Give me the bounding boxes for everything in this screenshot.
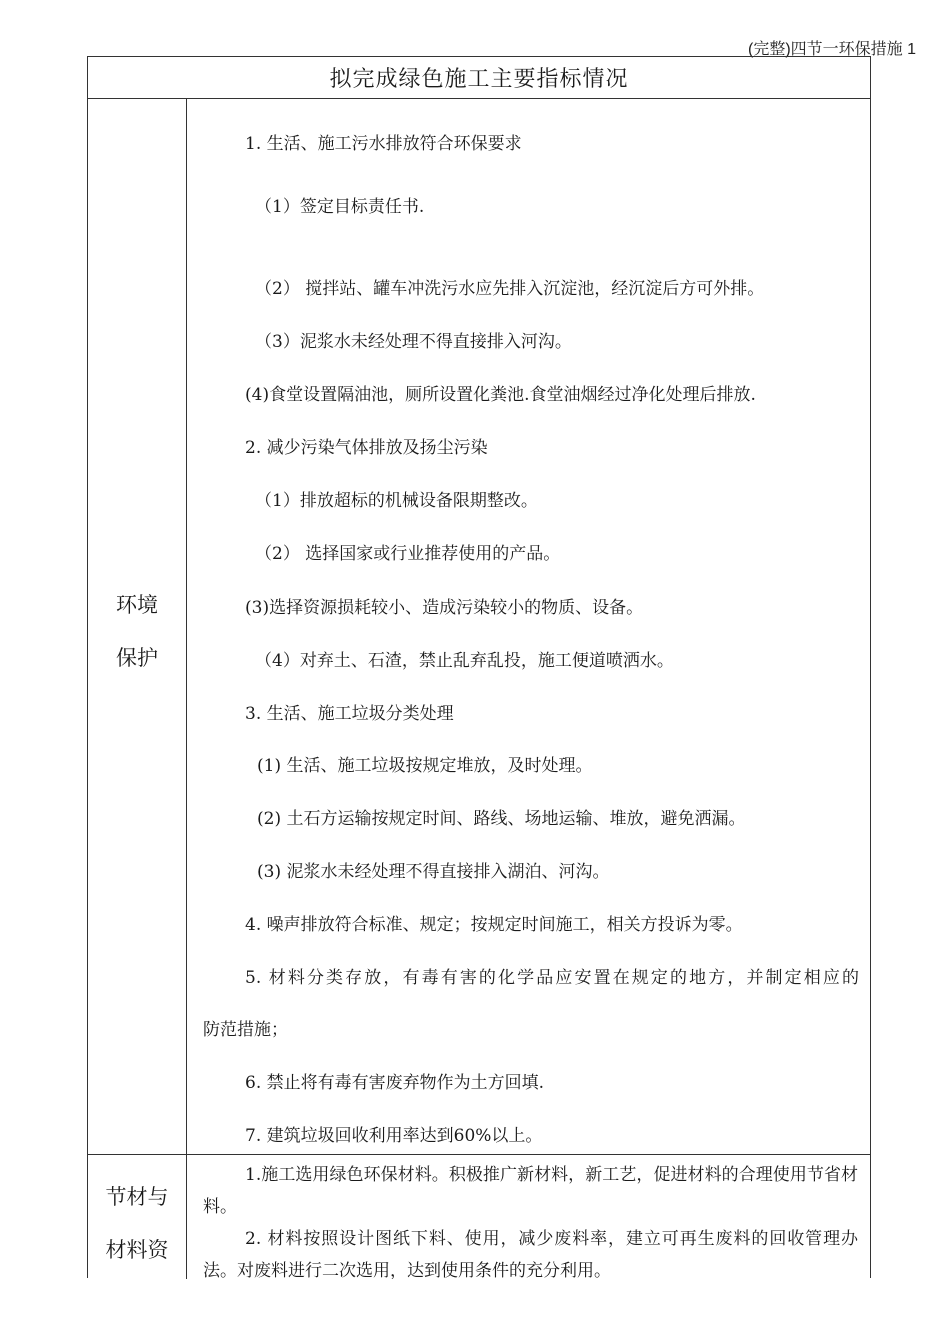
list-item: （2） 搅拌站、罐车冲洗污水应先排入沉淀池，经沉淀后方可外排。	[255, 279, 765, 299]
label-line: 环境	[116, 593, 158, 617]
label-line: 材料资	[105, 1238, 169, 1262]
list-item: (2) 土石方运输按规定时间、路线、场地运输、堆放，避免洒漏。	[257, 809, 746, 829]
list-item: 1. 生活、施工污水排放符合环保要求	[245, 134, 522, 154]
material-saving-row	[88, 1155, 870, 1279]
list-item: (4)食堂设置隔油池，厕所设置化粪池.食堂油烟经过净化处理后排放.	[245, 385, 756, 405]
paragraph: 2. 材料按照设计图纸下料、使用，减少废料率，建立可再生废料的回收管理办法。对废料进行二次选用，达到使用条件的充分利用。	[203, 1229, 858, 1279]
list-item: 3. 生活、施工垃圾分类处理	[245, 704, 454, 724]
document-header-note: (完整)四节一环保措施 1	[747, 41, 916, 58]
list-item: (3) 泥浆水未经处理不得直接排入湖泊、河沟。	[257, 862, 610, 882]
label-line: 保护	[116, 646, 158, 670]
material-saving-content	[187, 1155, 870, 1279]
list-item: 6. 禁止将有毒有害废弃物作为土方回填.	[245, 1073, 545, 1093]
list-item: 5. 材料分类存放，有毒有害的化学品应安置在规定的地方，并制定相应的	[245, 968, 859, 988]
list-item: (3)选择资源损耗较小、造成污染较小的物质、设备。	[245, 598, 644, 618]
table-title: 拟完成绿色施工主要指标情况	[88, 57, 870, 99]
list-item: （3）泥浆水未经处理不得直接排入河沟。	[255, 332, 572, 352]
material-saving-label	[88, 1155, 187, 1279]
list-item: (1) 生活、施工垃圾按规定堆放，及时处理。	[257, 756, 593, 776]
list-item: （4）对弃土、石渣，禁止乱弃乱投，施工便道喷洒水。	[255, 651, 674, 671]
indicator-table	[87, 56, 871, 1278]
list-item: （2） 选择国家或行业推荐使用的产品。	[255, 544, 561, 564]
list-item: （1）签定目标责任书.	[255, 197, 425, 217]
list-item: （1）排放超标的机械设备限期整改。	[255, 491, 538, 511]
paragraph: 1.施工选用绿色环保材料。积极推广新材料，新工艺，促进材料的合理使用节省材料。	[203, 1165, 858, 1217]
label-line: 节材与	[105, 1185, 169, 1209]
environment-protection-row	[88, 99, 870, 1155]
environment-protection-label	[88, 99, 187, 1154]
environment-protection-content	[187, 99, 870, 1154]
list-item-continued: 防范措施；	[203, 1020, 288, 1040]
list-item: 4. 噪声排放符合标准、规定；按规定时间施工，相关方投诉为零。	[245, 915, 743, 935]
list-item: 2. 减少污染气体排放及扬尘污染	[245, 438, 488, 458]
list-item: 7. 建筑垃圾回收利用率达到60%以上。	[245, 1126, 543, 1146]
